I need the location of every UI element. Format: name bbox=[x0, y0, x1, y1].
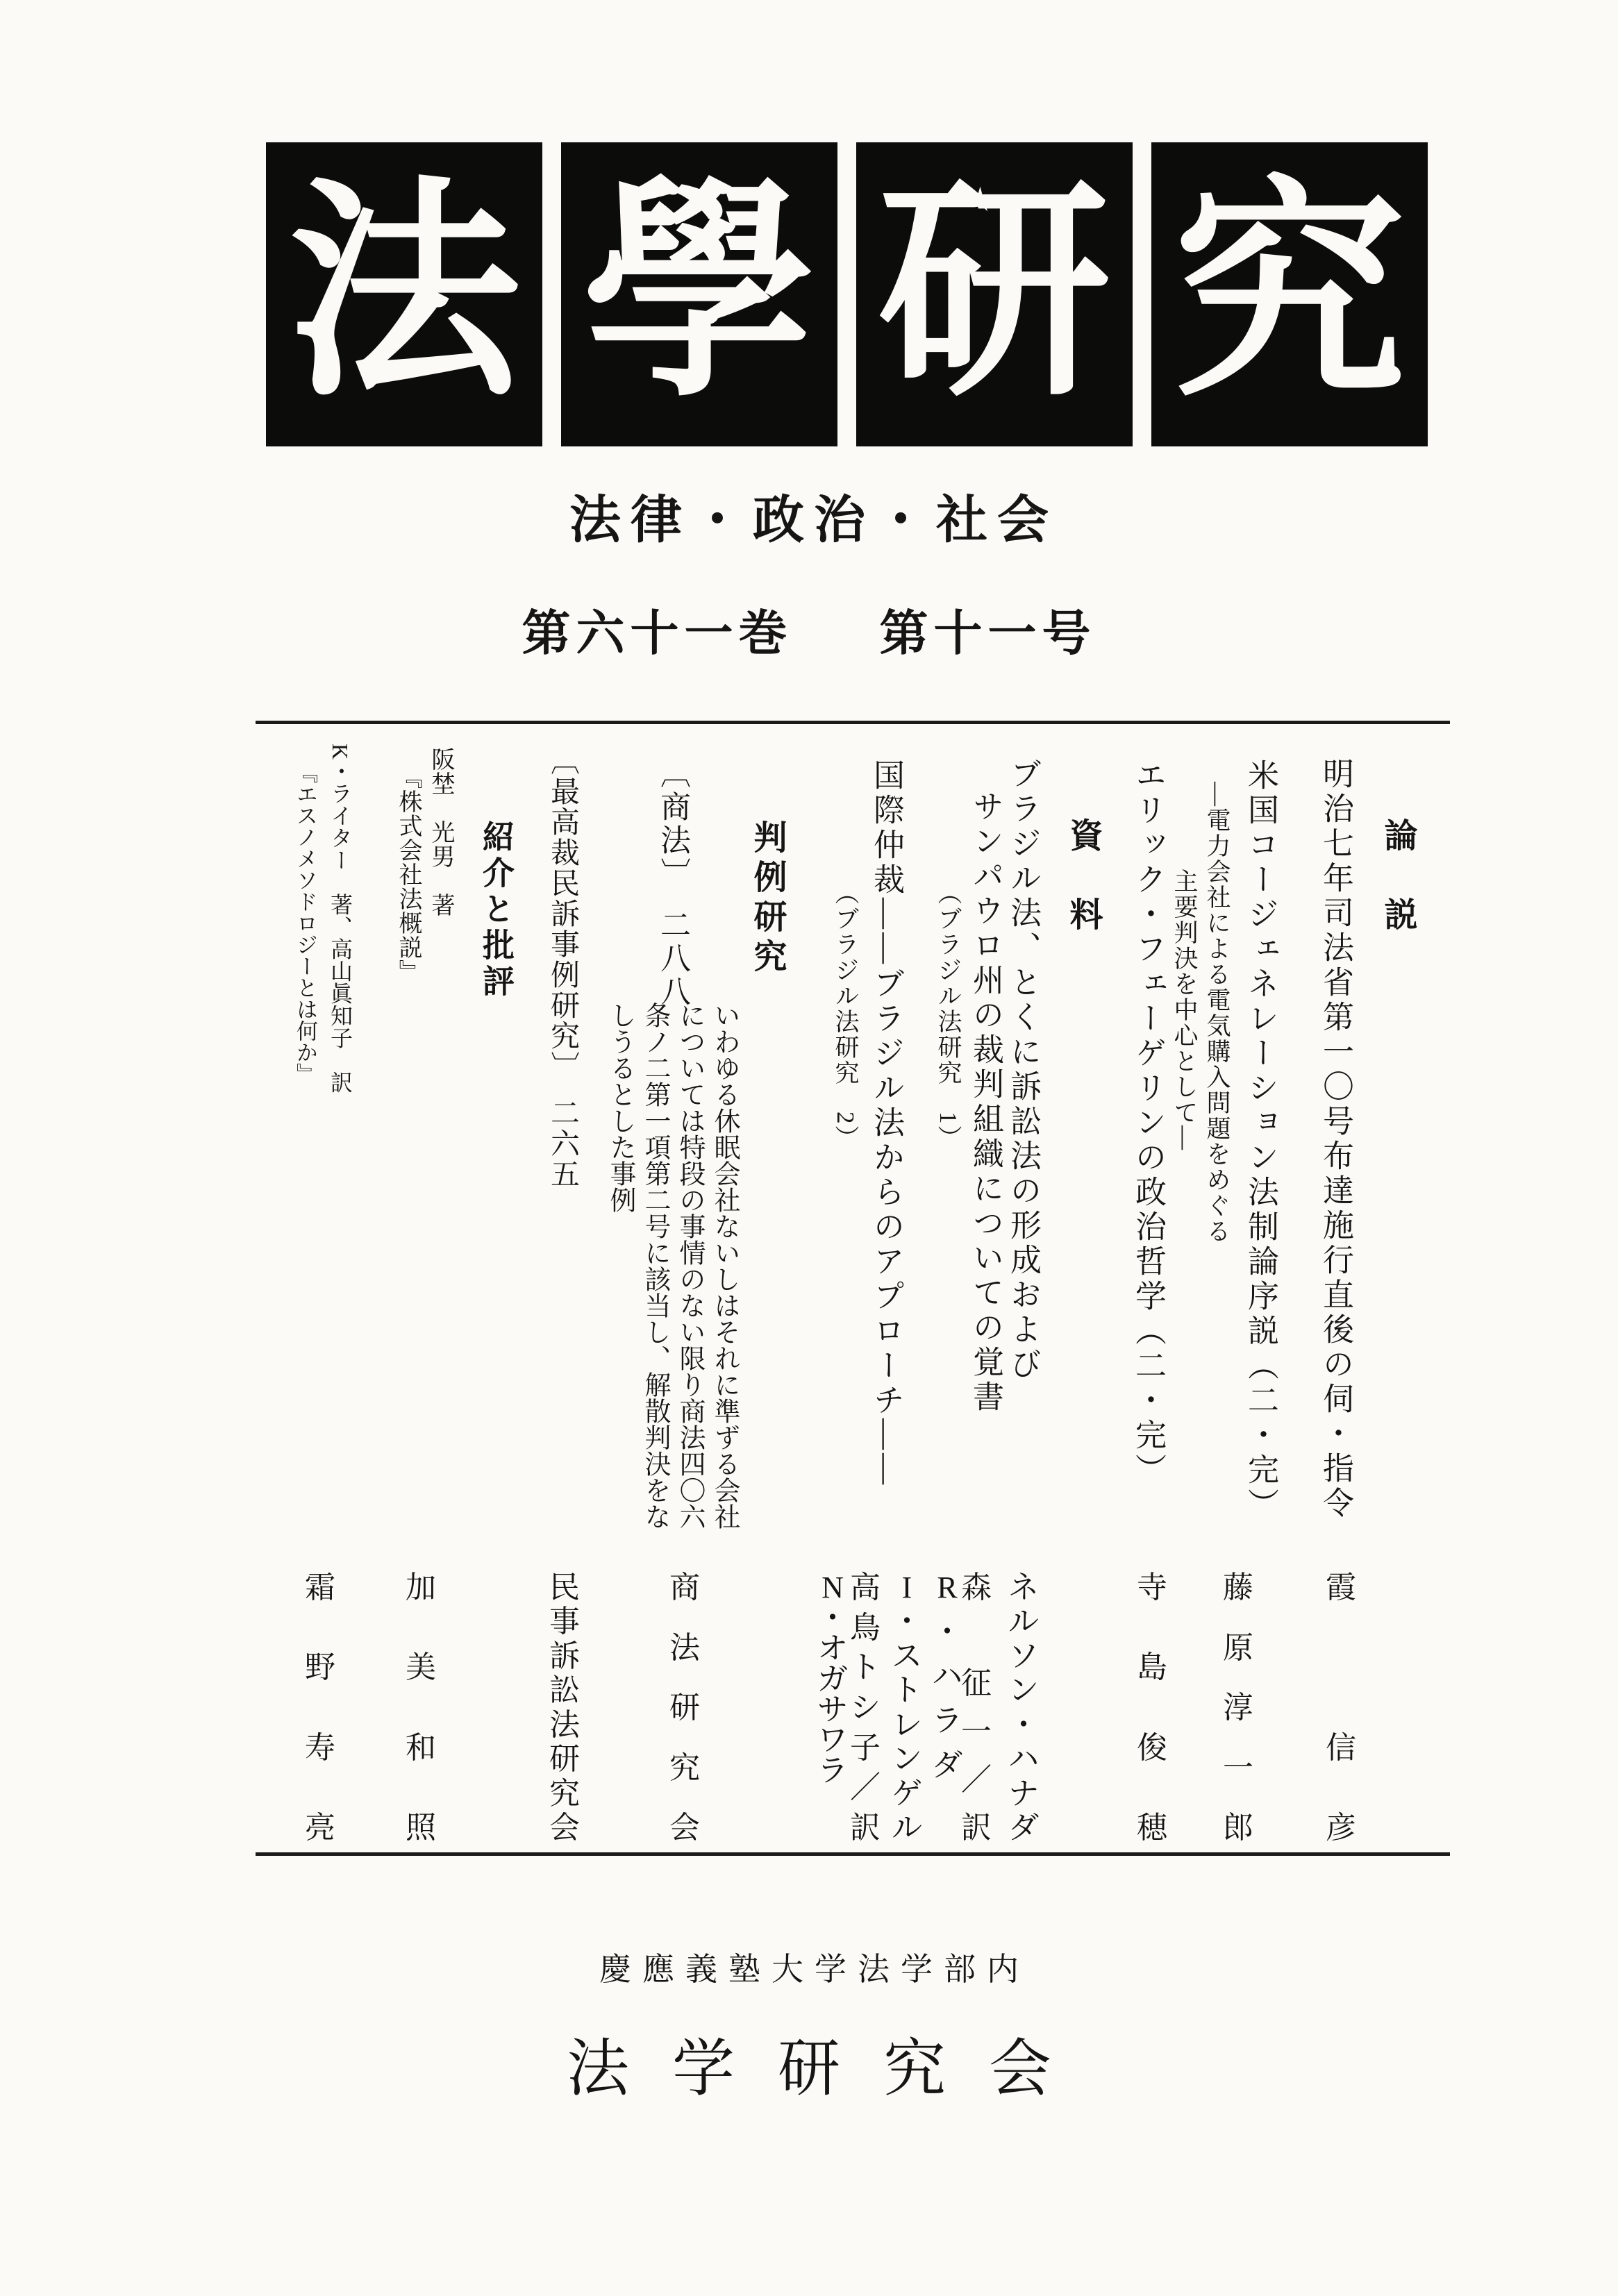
article-series-note: （ブラジル法研究 2） bbox=[832, 880, 859, 1151]
issue-label: 第十一号 bbox=[879, 607, 1096, 661]
article-author: ネ ル ソ ン ・ ハ ナ ダ bbox=[1008, 1570, 1039, 1845]
section-heading-case-studies: 判例研究 bbox=[749, 820, 785, 978]
article-author: 霞 信 彦 bbox=[1326, 1570, 1356, 1845]
masthead-title-block-1 bbox=[266, 142, 542, 446]
review-book-author: 阪埜 光男 著 bbox=[428, 747, 453, 917]
masthead-title-block-2 bbox=[561, 142, 837, 446]
toc-rule-top bbox=[256, 721, 1450, 724]
article-title: エリック・フェーゲリンの政治哲学（二・完） bbox=[1131, 759, 1165, 1488]
case-description-line: 条ノ二第一項第二号に該当し、解散判決をな bbox=[640, 1002, 669, 1530]
case-description-line: いわゆる休眠会社ないしはそれに準ずる会社 bbox=[710, 1002, 739, 1530]
masthead-title-block-3 bbox=[856, 142, 1133, 446]
journal-subtitle: 法律・政治・社会 bbox=[569, 492, 1058, 549]
article-author: 民 事 訴 訟 法 研 究 会 bbox=[549, 1570, 580, 1845]
review-book-author: K・ライター 著、高山眞知子 訳 bbox=[328, 744, 353, 1093]
case-description-line: しうるとした事例 bbox=[606, 1002, 635, 1213]
case-heading: 〔商法〕 二八八 bbox=[656, 757, 690, 1009]
article-title: 米国コージェネレーション法制論序説（二・完） bbox=[1243, 759, 1278, 1523]
masthead-title-char: 法 bbox=[287, 165, 521, 424]
article-subtitle-line2: 主要判決を中心として― bbox=[1171, 869, 1198, 1151]
article-author: 寺 島 俊 穂 bbox=[1137, 1570, 1167, 1845]
case-heading: 〔最高裁民訴事例研究〕 二六五 bbox=[547, 746, 578, 1189]
volume-label: 第六十一巻 bbox=[522, 607, 793, 661]
review-author: 霜 野 寿 亮 bbox=[305, 1570, 335, 1845]
article-subtitle-line1: ―電力会社による電気購入問題をめぐる bbox=[1203, 782, 1231, 1244]
review-book-title: 『エスノメソドロジーとは何か』 bbox=[293, 762, 317, 1084]
masthead-title-char: 究 bbox=[1173, 165, 1406, 424]
section-heading-materials: 資 料 bbox=[1065, 818, 1101, 937]
article-title-line1: ブラジル法、とくに訴訟法の形成および bbox=[1006, 757, 1040, 1382]
article-author: I ・ ス ト レ ン ゲ ル bbox=[892, 1570, 922, 1845]
publisher-affiliation: 慶應義塾大学法学部内 bbox=[599, 1952, 1030, 1987]
review-book-title: 『株式会社法概説』 bbox=[395, 765, 421, 984]
toc-rule-bottom bbox=[256, 1852, 1450, 1856]
case-description-line: については特段の事情のない限り商法四〇六 bbox=[675, 1002, 704, 1530]
article-author: N ・ オ ガ サ ワ ラ bbox=[817, 1570, 848, 1788]
article-title: 明治七年司法省第一〇号布達施行直後の伺・指令 bbox=[1318, 757, 1353, 1521]
masthead-title-block-4 bbox=[1151, 142, 1428, 446]
article-translator: 高 鳥 ト シ 子 ／ 訳 bbox=[850, 1570, 881, 1845]
section-heading-reviews: 紹介と批評 bbox=[478, 820, 514, 1000]
article-author: 商 法 研 究 会 bbox=[669, 1570, 700, 1845]
article-title-line2: サンパウロ州の裁判組織についての覚書 bbox=[968, 790, 1003, 1415]
article-author: R ・ ハ ラ ダ bbox=[932, 1570, 962, 1782]
volume-issue-line bbox=[0, 594, 1618, 664]
article-translator: 森 征 一 ／ 訳 bbox=[961, 1570, 992, 1845]
article-series-note: （ブラジル法研究 1） bbox=[935, 880, 962, 1151]
masthead-title-char: 研 bbox=[878, 165, 1111, 424]
publisher-name: 法学研究会 bbox=[567, 2035, 1094, 2104]
review-author: 加 美 和 照 bbox=[406, 1570, 436, 1845]
section-heading-essays: 論 説 bbox=[1379, 818, 1416, 937]
article-author: 藤 原 淳 一 郎 bbox=[1223, 1570, 1253, 1845]
article-title: 国際仲裁――ブラジル法からのアプローチ―― bbox=[869, 759, 903, 1488]
masthead-title-char: 學 bbox=[583, 165, 816, 424]
